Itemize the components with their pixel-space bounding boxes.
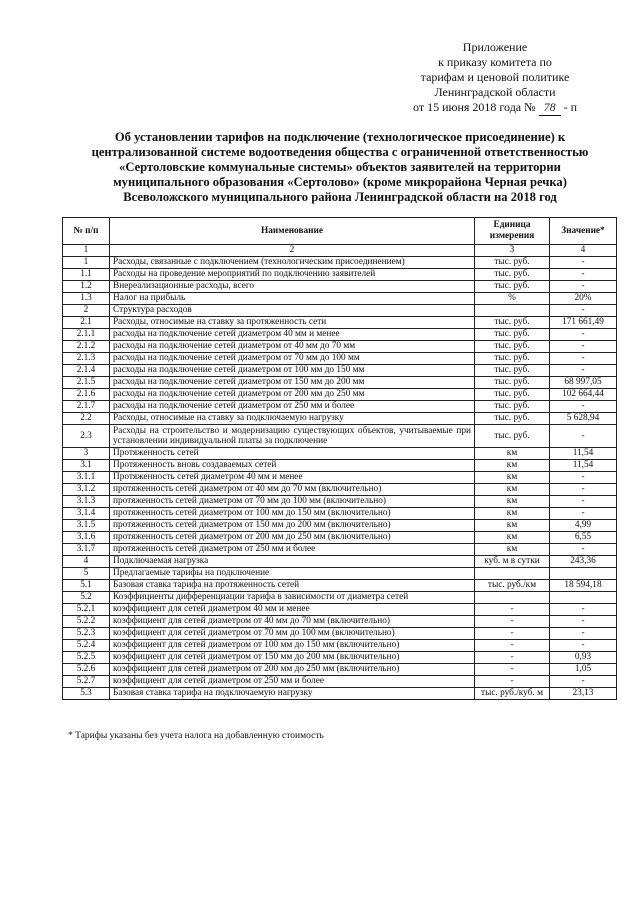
- row-number: 1.3: [63, 293, 110, 305]
- row-value: -: [550, 676, 617, 688]
- row-value: 5 628,94: [550, 413, 617, 425]
- row-number: 2.1.3: [63, 353, 110, 365]
- row-unit: тыс. руб.: [475, 257, 550, 269]
- row-number: 3.1.5: [63, 520, 110, 532]
- table-row: [63, 413, 617, 425]
- row-name: Расходы на строительство и модернизацию существующих объектов, учитываемые при установлении индивидуальной платы за подключение: [110, 425, 475, 448]
- row-unit: км: [475, 472, 550, 484]
- row-value: -: [550, 640, 617, 652]
- row-name: протяженность сетей диаметром от 150 мм до 200 мм (включительно): [110, 520, 475, 532]
- row-value: 68 997,05: [550, 377, 617, 389]
- row-name: расходы на подключение сетей диаметром от 150 мм до 200 мм: [110, 377, 475, 389]
- row-number: 2.1.5: [63, 377, 110, 389]
- row-name: расходы на подключение сетей диаметром 40 мм и менее: [110, 329, 475, 341]
- order-number: 78: [539, 100, 561, 116]
- row-number: 3.1.1: [63, 472, 110, 484]
- row-value: 171 661,49: [550, 317, 617, 329]
- row-number: 5.3: [63, 688, 110, 700]
- row-unit: тыс. руб.: [475, 401, 550, 413]
- row-name: расходы на подключение сетей диаметром от 250 мм и более: [110, 401, 475, 413]
- row-unit: км: [475, 448, 550, 460]
- table-row: [63, 676, 617, 688]
- header-value: Значение*: [550, 218, 617, 245]
- row-name: Расходы, относимые на ставку за подключаемую нагрузку: [110, 413, 475, 425]
- table-row: [63, 628, 617, 640]
- row-unit: км: [475, 496, 550, 508]
- header-unit: Единица измерения: [475, 218, 550, 245]
- row-value: -: [550, 365, 617, 377]
- row-number: 2.1: [63, 317, 110, 329]
- row-value: -: [550, 628, 617, 640]
- row-number: 5: [63, 568, 110, 580]
- row-unit: тыс. руб.: [475, 353, 550, 365]
- row-value: 18 594,18: [550, 580, 617, 592]
- row-unit: [475, 305, 550, 317]
- annex-block: [380, 40, 610, 116]
- row-name: протяженность сетей диаметром от 100 мм до 150 мм (включительно): [110, 508, 475, 520]
- row-number: 3.1.2: [63, 484, 110, 496]
- row-value: 102 664,44: [550, 389, 617, 401]
- row-value: 0,93: [550, 652, 617, 664]
- row-unit: тыс. руб.: [475, 389, 550, 401]
- table-row: [63, 496, 617, 508]
- annex-title: Приложение: [462, 40, 528, 54]
- row-number: 2.1.2: [63, 341, 110, 353]
- row-unit: тыс. руб.: [475, 365, 550, 377]
- table-row: [63, 293, 617, 305]
- title-line-5: Всеволожского муниципального района Ленинградской области на 2018 год: [123, 190, 557, 204]
- row-unit: %: [475, 293, 550, 305]
- annex-date-line: [380, 100, 610, 116]
- row-value: -: [550, 353, 617, 365]
- row-name: расходы на подключение сетей диаметром от 70 мм до 100 мм: [110, 353, 475, 365]
- row-name: Протяженность сетей: [110, 448, 475, 460]
- title-line-1: Об установлении тарифов на подключение (технологическое присоединение) к: [114, 130, 566, 144]
- row-value: -: [550, 472, 617, 484]
- row-unit: -: [475, 652, 550, 664]
- row-value: -: [550, 604, 617, 616]
- row-value: -: [550, 425, 617, 448]
- row-name: Протяженность вновь создаваемых сетей: [110, 460, 475, 472]
- row-number: 3.1: [63, 460, 110, 472]
- row-number: 3.1.7: [63, 544, 110, 556]
- row-name: Налог на прибыль: [110, 293, 475, 305]
- row-name: Расходы, связанные с подключением (технологическим присоединением): [110, 257, 475, 269]
- table-row: [63, 377, 617, 389]
- row-unit: тыс. руб.: [475, 341, 550, 353]
- row-unit: тыс. руб.: [475, 269, 550, 281]
- row-unit: тыс. руб.: [475, 329, 550, 341]
- row-number: 3.1.6: [63, 532, 110, 544]
- row-value: -: [550, 269, 617, 281]
- row-value: -: [550, 341, 617, 353]
- row-number: 3.1.4: [63, 508, 110, 520]
- row-name: протяженность сетей диаметром от 250 мм и более: [110, 544, 475, 556]
- row-number: 5.2.4: [63, 640, 110, 652]
- row-number: 1: [63, 257, 110, 269]
- row-unit: -: [475, 640, 550, 652]
- row-name: расходы на подключение сетей диаметром от 200 мм до 250 мм: [110, 389, 475, 401]
- row-number: 5.2.3: [63, 628, 110, 640]
- table-body: [63, 257, 617, 700]
- row-unit: -: [475, 604, 550, 616]
- table-row: [63, 556, 617, 568]
- table-row: [63, 329, 617, 341]
- row-number: 2.1.6: [63, 389, 110, 401]
- table-row: [63, 652, 617, 664]
- row-number: 5.2.6: [63, 664, 110, 676]
- row-unit: км: [475, 532, 550, 544]
- annex-suffix: - п: [563, 100, 577, 114]
- row-unit: [475, 568, 550, 580]
- row-value: 20%: [550, 293, 617, 305]
- row-name: расходы на подключение сетей диаметром от 40 мм до 70 мм: [110, 341, 475, 353]
- row-value: -: [550, 508, 617, 520]
- row-value: 243,36: [550, 556, 617, 568]
- row-number: 2.1.4: [63, 365, 110, 377]
- row-value: -: [550, 616, 617, 628]
- header-num: № п/п: [63, 218, 110, 245]
- row-unit: тыс. руб.: [475, 281, 550, 293]
- table-row: [63, 640, 617, 652]
- row-name: Расходы на проведение мероприятий по подключению заявителей: [110, 269, 475, 281]
- row-value: 23,13: [550, 688, 617, 700]
- row-unit: км: [475, 484, 550, 496]
- row-unit: -: [475, 676, 550, 688]
- row-number: 4: [63, 556, 110, 568]
- row-name: коэффициент для сетей диаметром от 150 мм до 200 мм (включительно): [110, 652, 475, 664]
- row-unit: км: [475, 520, 550, 532]
- row-number: 3: [63, 448, 110, 460]
- row-name: коэффициент для сетей диаметром от 40 мм до 70 мм (включительно): [110, 616, 475, 628]
- annex-order-ref: к приказу комитета по: [438, 55, 552, 69]
- row-number: 5.1: [63, 580, 110, 592]
- row-unit: -: [475, 664, 550, 676]
- row-number: 2.1.1: [63, 329, 110, 341]
- footnote: * Тарифы указаны без учета налога на добавленную стоимость: [68, 731, 324, 741]
- title-line-4: муниципального образования «Сертолово» (кроме микрорайона Черная речка): [113, 175, 567, 189]
- row-number: 1.1: [63, 269, 110, 281]
- row-unit: тыс. руб.: [475, 425, 550, 448]
- row-value: [550, 568, 617, 580]
- row-name: коэффициент для сетей диаметром от 70 мм до 100 мм (включительно): [110, 628, 475, 640]
- row-name: протяженность сетей диаметром от 40 мм до 70 мм (включительно): [110, 484, 475, 496]
- row-name: Базовая ставка тарифа на протяженность сетей: [110, 580, 475, 592]
- index-cell: 3: [475, 245, 550, 257]
- row-value: -: [550, 484, 617, 496]
- table-row: [63, 389, 617, 401]
- table-row: [63, 664, 617, 676]
- row-unit: -: [475, 628, 550, 640]
- table-row: [63, 508, 617, 520]
- row-value: 11,54: [550, 448, 617, 460]
- row-number: 2: [63, 305, 110, 317]
- table-row: [63, 269, 617, 281]
- row-value: 11,54: [550, 460, 617, 472]
- table-index-row: [63, 245, 617, 257]
- row-unit: км: [475, 544, 550, 556]
- row-value: -: [550, 281, 617, 293]
- table-row: [63, 353, 617, 365]
- row-name: коэффициент для сетей диаметром от 200 мм до 250 мм (включительно): [110, 664, 475, 676]
- table-row: [63, 604, 617, 616]
- row-number: 2.3: [63, 425, 110, 448]
- index-cell: 1: [63, 245, 110, 257]
- row-name: Внереализационные расходы, всего: [110, 281, 475, 293]
- row-value: -: [550, 305, 617, 317]
- annex-date: от 15 июня 2018 года №: [413, 100, 536, 114]
- row-number: 5.2.1: [63, 604, 110, 616]
- row-number: 3.1.3: [63, 496, 110, 508]
- row-value: 1,05: [550, 664, 617, 676]
- table-header-row: [63, 218, 617, 245]
- title-line-2: централизованной системе водоотведения общества с ограниченной ответственностью: [91, 145, 589, 159]
- row-value: -: [550, 496, 617, 508]
- row-name: Коэффициенты дифференциации тарифа в зависимости от диаметра сетей: [110, 592, 475, 604]
- row-name: Подключаемая нагрузка: [110, 556, 475, 568]
- tariff-table: [62, 217, 617, 700]
- row-name: протяженность сетей диаметром от 70 мм до 100 мм (включительно): [110, 496, 475, 508]
- table-row: [63, 401, 617, 413]
- annex-committee: тарифам и ценовой политике: [420, 70, 570, 84]
- row-name: расходы на подключение сетей диаметром от 100 мм до 150 мм: [110, 365, 475, 377]
- row-value: -: [550, 329, 617, 341]
- row-number: 1.2: [63, 281, 110, 293]
- row-unit: [475, 592, 550, 604]
- row-name: Базовая ставка тарифа на подключаемую нагрузку: [110, 688, 475, 700]
- row-name: Предлагаемые тарифы на подключение: [110, 568, 475, 580]
- document-title: [70, 130, 610, 205]
- row-value: 4,99: [550, 520, 617, 532]
- header-name: Наименование: [110, 218, 475, 245]
- row-number: 5.2.2: [63, 616, 110, 628]
- table-row: [63, 520, 617, 532]
- table-row: [63, 580, 617, 592]
- row-unit: куб. м в сутки: [475, 556, 550, 568]
- table-row: [63, 568, 617, 580]
- row-name: протяженность сетей диаметром от 200 мм до 250 мм (включительно): [110, 532, 475, 544]
- table-row: [63, 317, 617, 329]
- row-number: 2.2: [63, 413, 110, 425]
- row-unit: тыс. руб.: [475, 317, 550, 329]
- index-cell: 2: [110, 245, 475, 257]
- table-row: [63, 365, 617, 377]
- table-row: [63, 305, 617, 317]
- annex-region: Ленинградской области: [434, 85, 556, 99]
- table-row: [63, 281, 617, 293]
- row-number: 5.2: [63, 592, 110, 604]
- row-unit: -: [475, 616, 550, 628]
- table-row: [63, 544, 617, 556]
- row-value: -: [550, 401, 617, 413]
- row-unit: км: [475, 508, 550, 520]
- index-cell: 4: [550, 245, 617, 257]
- table-row: [63, 448, 617, 460]
- row-name: Структура расходов: [110, 305, 475, 317]
- table-row: [63, 460, 617, 472]
- row-name: Расходы, относимые на ставку за протяженность сети: [110, 317, 475, 329]
- row-unit: тыс. руб./км: [475, 580, 550, 592]
- row-name: коэффициент для сетей диаметром 40 мм и менее: [110, 604, 475, 616]
- row-unit: тыс. руб.: [475, 413, 550, 425]
- row-unit: тыс. руб./куб. м: [475, 688, 550, 700]
- row-number: 2.1.7: [63, 401, 110, 413]
- table-row: [63, 532, 617, 544]
- row-value: 6,55: [550, 532, 617, 544]
- row-value: [550, 592, 617, 604]
- table-row: [63, 616, 617, 628]
- table-row: [63, 257, 617, 269]
- row-unit: тыс. руб.: [475, 377, 550, 389]
- table-row: [63, 688, 617, 700]
- row-value: -: [550, 257, 617, 269]
- row-name: коэффициент для сетей диаметром от 100 мм до 150 мм (включительно): [110, 640, 475, 652]
- row-number: 5.2.5: [63, 652, 110, 664]
- table-row: [63, 425, 617, 448]
- row-name: Протяженность сетей диаметром 40 мм и менее: [110, 472, 475, 484]
- table-row: [63, 484, 617, 496]
- row-unit: км: [475, 460, 550, 472]
- row-value: -: [550, 544, 617, 556]
- table-row: [63, 472, 617, 484]
- row-name: коэффициент для сетей диаметром от 250 мм и более: [110, 676, 475, 688]
- table-row: [63, 592, 617, 604]
- table-row: [63, 341, 617, 353]
- title-line-3: «Сертоловские коммунальные системы» объектов заявителей на территории: [119, 160, 561, 174]
- row-number: 5.2.7: [63, 676, 110, 688]
